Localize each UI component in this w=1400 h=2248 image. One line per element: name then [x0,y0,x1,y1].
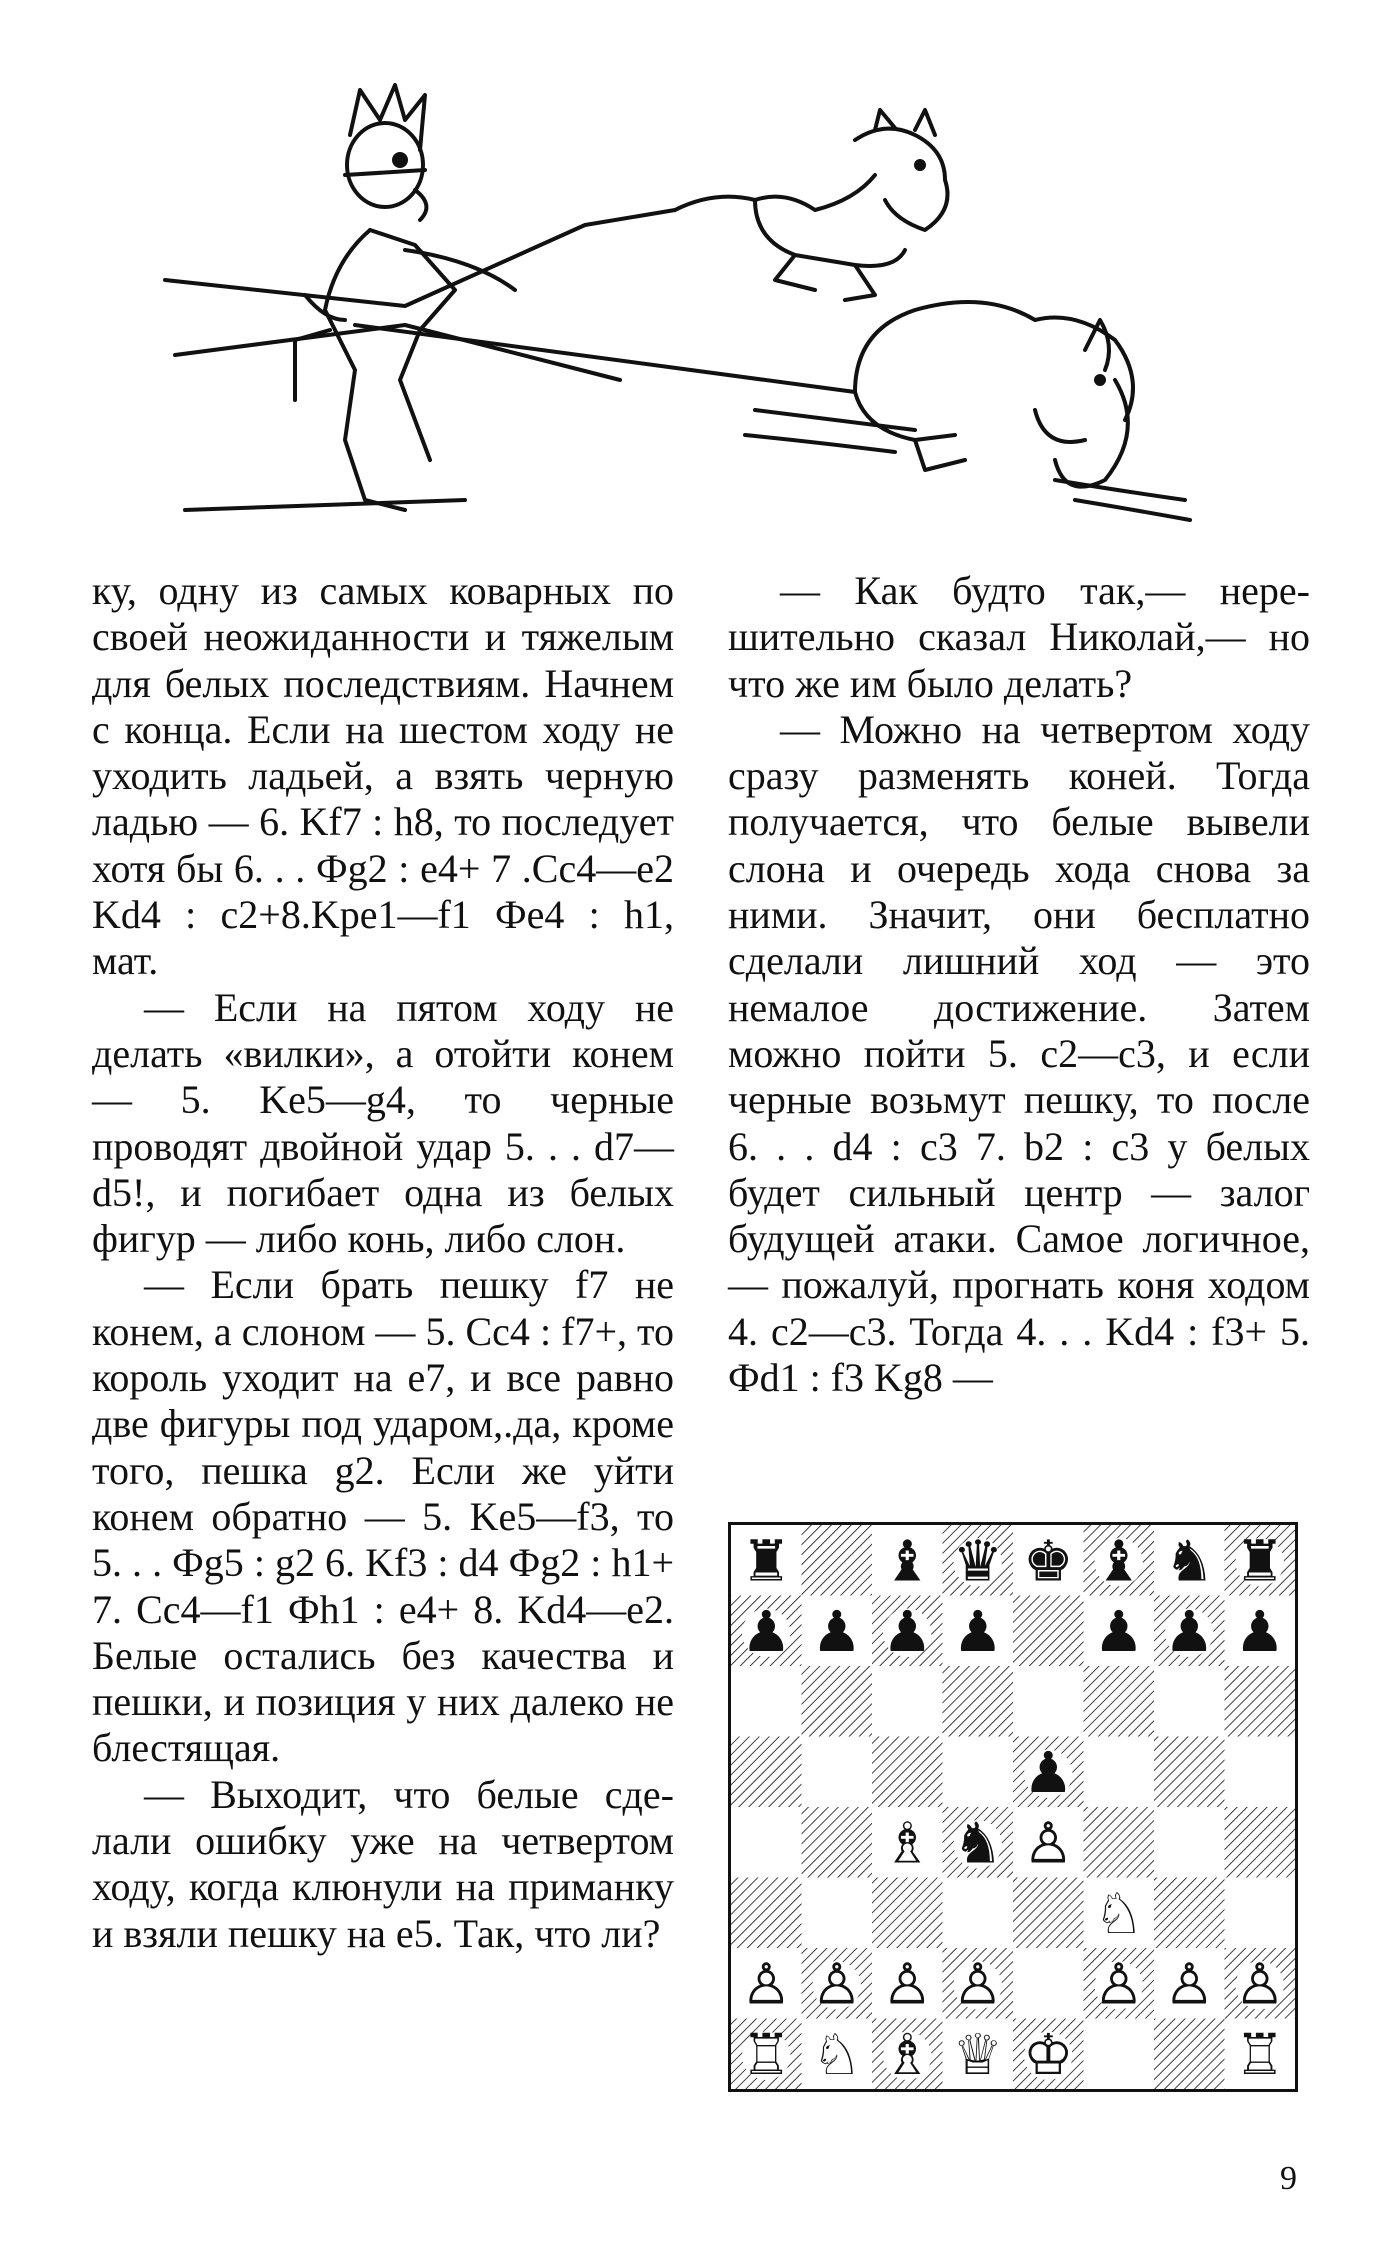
light-square [943,1878,1014,1949]
black-pawn-icon: ♟ [740,1599,792,1665]
white-rook-icon: ♖ [1234,2022,1286,2088]
light-square [1013,1948,1084,2019]
dark-square [802,1525,873,1596]
black-rook-icon: ♜ [1234,1529,1286,1595]
page-number: 9 [1280,2160,1297,2197]
dark-square [1225,1666,1296,1737]
white-rook-icon: ♖ [740,2022,792,2088]
light-square [1013,1666,1084,1737]
black-knight-icon: ♞ [1163,1529,1215,1595]
light-square [731,1807,802,1878]
dark-square [731,1737,802,1808]
horse-figure [675,110,948,300]
ground-line [1055,480,1185,500]
paragraph: ку, одну из самых коварных по своей неожиданности и тяжелым для белых последствиям. Начнем с конца. Если на шестом ходу не уходить ладьей, а взять черную ладью — 6. Kf7 : h8, то последует хотя бы 6. . . Фg2 : e4+ 7 .Сc4—e2 Kd4 : c2+8.Kpe1—f1 Фe4 : h1, мат. [92,568,674,984]
lance-shaft [355,325,855,392]
ground-line [1075,500,1190,520]
white-pawn-icon: ♙ [952,1952,1004,2018]
white-king-icon: ♔ [1022,2022,1074,2088]
dark-square [1013,1596,1084,1667]
light-square [943,1737,1014,1808]
white-pawn-icon: ♙ [811,1952,863,2018]
light-square [1154,1807,1225,1878]
black-pawn-icon: ♟ [1163,1599,1215,1665]
light-square [1154,1666,1225,1737]
white-pawn-icon: ♙ [1022,1811,1074,1877]
elephant-figure [855,302,1133,487]
white-pawn-icon: ♙ [740,1952,792,2018]
dark-square [1013,1878,1084,1949]
dark-square [1225,1807,1296,1878]
light-square [1084,2019,1155,2090]
black-bishop-icon: ♝ [881,1529,933,1595]
black-pawn-icon: ♟ [1234,1599,1286,1665]
light-square [1225,1737,1296,1808]
dark-square [802,1807,873,1878]
paragraph: — Как будто так,— нерешительно сказал Николай,— но что же им было делать? [728,568,1310,706]
white-bishop-icon: ♗ [881,1811,933,1877]
ground-line [185,500,465,510]
cartoon-illustration [155,80,1245,540]
black-bishop-icon: ♝ [1093,1529,1145,1595]
white-pawn-icon: ♙ [1163,1952,1215,2018]
dark-square [872,1737,943,1808]
dark-square [731,1878,802,1949]
black-knight-icon: ♞ [952,1811,1004,1877]
black-pawn-icon: ♟ [811,1599,863,1665]
paragraph: — Если на пятом ходу не делать «вилки», а отойти конем — 5. Ke5—g4, то черные проводят двойной удар 5. . . d7—d5!, и погибает одна из белых фигур — либо конь, либо слон. [92,984,674,1262]
white-knight-icon: ♘ [811,2022,863,2088]
knight-figure [295,85,515,510]
dark-square [943,1666,1014,1737]
light-square [802,1878,873,1949]
white-pawn-icon: ♙ [1234,1952,1286,2018]
dark-square [872,1878,943,1949]
paragraph: — Можно на четвертом ходу сразу разменять коней. Тогда получается, что белые вывели слона и очередь хода снова за ними. Значит, они бесплатно сделали лишний ход — это немалое достижение. Затем можно пойти 5. c2—c3, и если черные возьмут пешку, то после 6. . . d4 : c3 7. b2 : c3 у белых будет сильный центр — залог будущей атаки. Самое логичное,— пожалуй, прогнать коня ходом 4. c2—c3. Тогда 4. . . Kd4 : f3+ 5. Фd1 : f3 Kg8 — [728,706,1310,1401]
black-pawn-icon: ♟ [881,1599,933,1665]
lance-upper [165,210,675,306]
white-bishop-icon: ♗ [881,2022,933,2088]
left-text-column [92,568,674,1957]
dark-square [1154,2019,1225,2090]
dark-square [802,1666,873,1737]
light-square [731,1666,802,1737]
light-square [1084,1737,1155,1808]
dark-square [1084,1807,1155,1878]
light-square [872,1666,943,1737]
black-pawn-icon: ♟ [952,1599,1004,1665]
black-pawn-icon: ♟ [1022,1740,1074,1806]
paragraph: — Если брать пешку f7 не конем, а слоном — 5. Сc4 : f7+, то король уходит на e7, и все равно две фигуры под ударом,.да, кроме того, пешка g2. Если же уйти конем обратно — 5. Ke5—f3, то 5. . . Фg5 : g2 6. Kf3 : d4 Фg2 : h1+ 7. Сc4—f1 Фh1 : e4+ 8. Kd4—e2. Белые остались без качества и пешки, и позиция у них далеко не блестящая. [92,1262,674,1771]
ground-line [755,410,915,430]
black-pawn-icon: ♟ [1093,1599,1145,1665]
chess-diagram [728,1522,1308,2102]
white-pawn-icon: ♙ [881,1952,933,2018]
ground-line [745,435,895,452]
black-rook-icon: ♜ [740,1529,792,1595]
white-pawn-icon: ♙ [1093,1952,1145,2018]
light-square [802,1737,873,1808]
dark-square [1154,1737,1225,1808]
dark-square [1084,1666,1155,1737]
dark-square [1154,1878,1225,1949]
chess-board [728,1522,1298,2092]
white-knight-icon: ♘ [1093,1881,1145,1947]
paragraph: — Выходит, что белые сделали ошибку уже на четвертом ходу, когда клюнули на приманку и взяли пешку на e5. Так, что ли? [92,1771,674,1956]
black-king-icon: ♚ [1022,1529,1074,1595]
right-text-column [728,568,1310,1401]
black-queen-icon: ♛ [952,1529,1004,1595]
white-queen-icon: ♕ [952,2022,1004,2088]
light-square [1225,1878,1296,1949]
